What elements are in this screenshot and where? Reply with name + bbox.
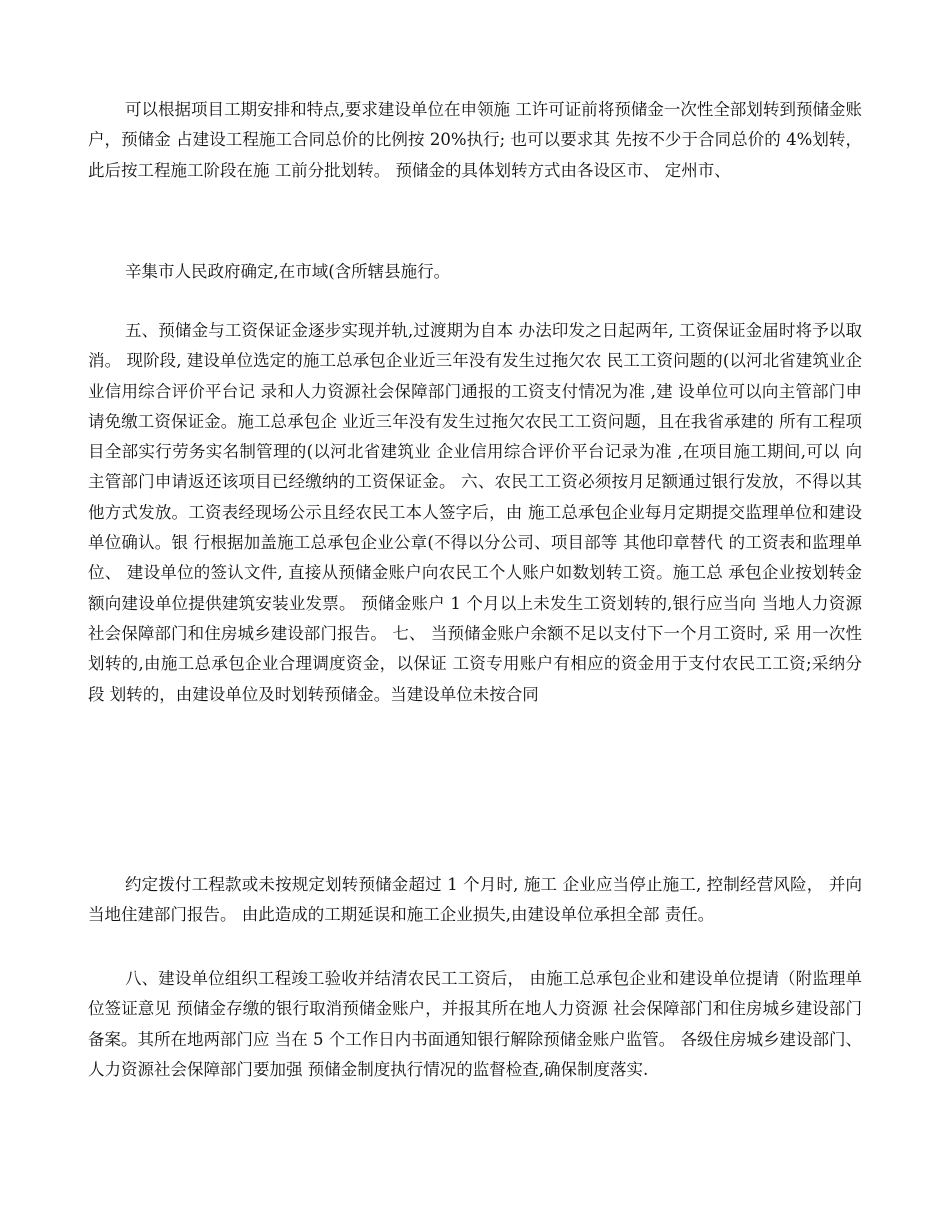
paragraph-prepayment-transfer: 可以根据项目工期安排和特点,要求建设单位在申领施 工许可证前将预储金一次性全部划转到预储金账户，预储金 占建设工程施工合同总价的比例按 20%执行; 也可以要求其 先按不少于合同总价的 4%划转，此后按工程施工阶段在施 工前分批划转。 预储金的具体划转方式由各设区市、 定州市、	[88, 100, 862, 180]
paragraph-section-eight: 八、建设单位组织工程竣工验收并结清农民工工资后， 由施工总承包企业和建设单位提请（附监理单位签证意见 预储金存缴的银行取消预储金账户，并报其所在地人力资源 社会保障部门和住房城乡建设部门备案。其所在地两部门应 当在 5 个工作日内书面通知银行解除预储金账户监管。 各级住房城乡建设部门、人力资源社会保障部门要加强 预储金制度执行情况的监督检查,确保制度落实.	[88, 969, 862, 1079]
paragraph-sections-five-to-seven: 五、预储金与工资保证金逐步实现并轨,过渡期为自本 办法印发之日起两年, 工资保证金届时将予以取消。 现阶段, 建设单位选定的施工总承包企业近三年没有发生过拖欠农 民工工资问题的(以河北省建筑业企业信用综合评价平台记 录和人力资源社会保障部门通报的工资支付情况为准 ,建 设单位可以向主管部门申请免缴工资保证金。施工总承包企 业近三年没有发生过拖欠农民工工资问题，且在我省承建的 所有工程项目全部实行劳务实名制管理的(以河北省建筑业 企业信用综合评价平台记录为准 ,在项目施工期间,可以 向主管部门申请返还该项目已经缴纳的工资保证金。 六、农民工工资必须按月足额通过银行发放，不得以其 他方式发放。工资表经现场公示且经农民工本人签字后，由 施工总承包企业每月定期提交监理单位和建设单位确认。银 行根据加盖施工总承包企业公章(不得以分公司、项目部等 其他印章替代 的工资表和监理单位、 建设单位的签认文件, 直接从预储金账户向农民工个人账户如数划转工资。施工总 承包企业按划转金额向建设单位提供建筑安装业发票。 预储金账户 1 个月以上未发生工资划转的,银行应当向 当地人力资源社会保障部门和住房城乡建设部门报告。 七、 当预储金账户余额不足以支付下一个月工资时, 采 用一次性划转的,由施工总承包企业合理调度资金，以保证 工资专用账户有相应的资金用于支付农民工工资;采纳分段 划转的，由建设单位及时划转预储金。当建设单位未按合同	[88, 321, 862, 704]
paragraph-payment-delay: 约定拨付工程款或未按规定划转预储金超过 1 个月时, 施工 企业应当停止施工, 控制经营风险， 并向当地住建部门报告。 由此造成的工期延误和施工企业损失,由建设单位承担全部 责任。	[88, 875, 862, 925]
paragraph-city-government: 辛集市人民政府确定,在市域(含所辖县施行。	[125, 262, 451, 281]
